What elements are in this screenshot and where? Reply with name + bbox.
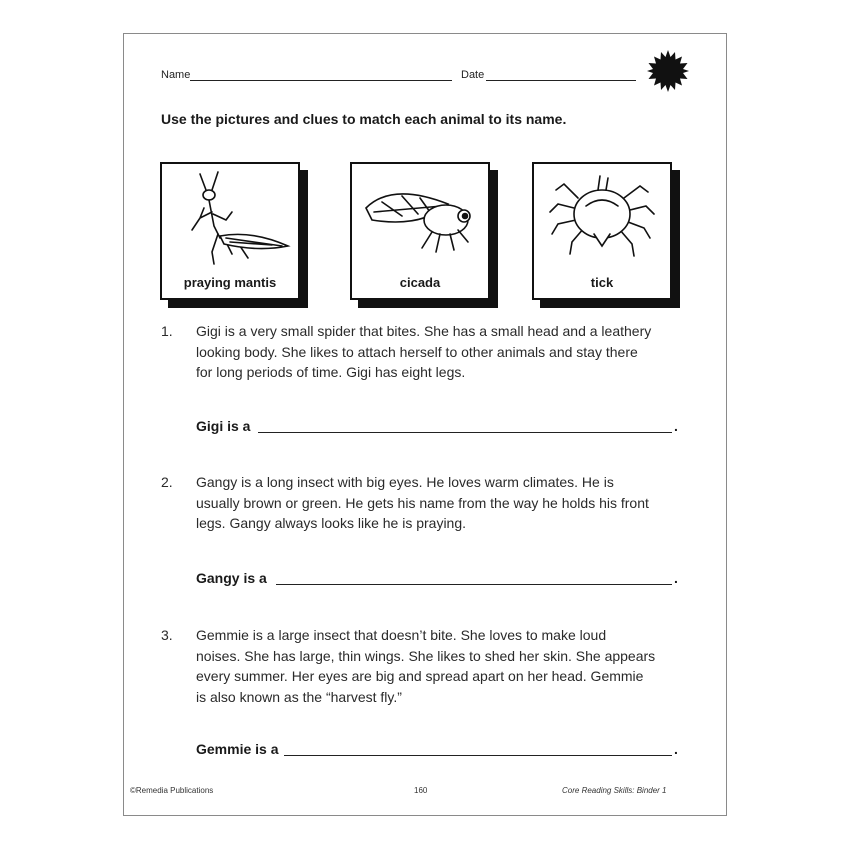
question-line: for long periods of time. Gigi has eight legs. [196, 364, 466, 380]
answer-blank-1[interactable] [258, 432, 672, 433]
name-line [190, 80, 452, 81]
starburst-icon [647, 50, 689, 92]
question-line: Gangy is a long insect with big eyes. He loves warm climates. He is [196, 474, 614, 490]
name-label: Name [161, 69, 191, 81]
date-label: Date [461, 69, 485, 81]
card-label-tick: tick [590, 275, 614, 290]
answer-period: . [674, 570, 678, 586]
answer-blank-2[interactable] [276, 584, 672, 585]
answer-prompt-3: Gemmie is a [196, 741, 279, 757]
praying-mantis-icon [172, 168, 292, 274]
question-line: every summer. Her eyes are big and spread apart on her head. Gemmie [196, 668, 644, 684]
question-line: Gemmie is a large insect that doesn’t bite. She loves to make loud [196, 627, 607, 643]
answer-blank-3[interactable] [284, 755, 672, 756]
question-line: noises. She has large, thin wings. She likes to shed her skin. She appears [196, 647, 656, 664]
card-praying-mantis [160, 162, 300, 300]
question-line: is also known as the “harvest fly.” [196, 688, 402, 705]
footer-page-number: 160 [414, 786, 428, 795]
footer-publisher: ©Remedia Publications [130, 786, 214, 795]
question-line: looking body. She likes to attach herself to other animals and stay there [196, 343, 638, 360]
instructions: Use the pictures and clues to match each animal to its name. [161, 111, 567, 127]
tick-icon [544, 168, 664, 274]
card-label-praying-mantis: praying mantis [183, 275, 277, 290]
question-line: Gigi is a very small spider that bites. She has a small head and a leathery [196, 323, 652, 339]
question-number: 1. [161, 323, 173, 339]
answer-prompt-2: Gangy is a [196, 570, 267, 586]
card-label-cicada: cicada [399, 275, 441, 290]
question-line: usually brown or green. He gets his name from the way he holds his front [196, 494, 649, 511]
date-line [486, 80, 636, 81]
cicada-icon [362, 168, 482, 274]
answer-prompt-1: Gigi is a [196, 418, 251, 434]
card-tick [532, 162, 672, 300]
answer-period: . [674, 418, 678, 434]
worksheet-page [123, 33, 727, 816]
card-cicada [350, 162, 490, 300]
question-number: 3. [161, 627, 173, 643]
question-line: legs. Gangy always looks like he is praying. [196, 515, 467, 531]
question-number: 2. [161, 474, 173, 490]
answer-period: . [674, 741, 678, 757]
footer-book-title: Core Reading Skills: Binder 1 [562, 786, 667, 795]
